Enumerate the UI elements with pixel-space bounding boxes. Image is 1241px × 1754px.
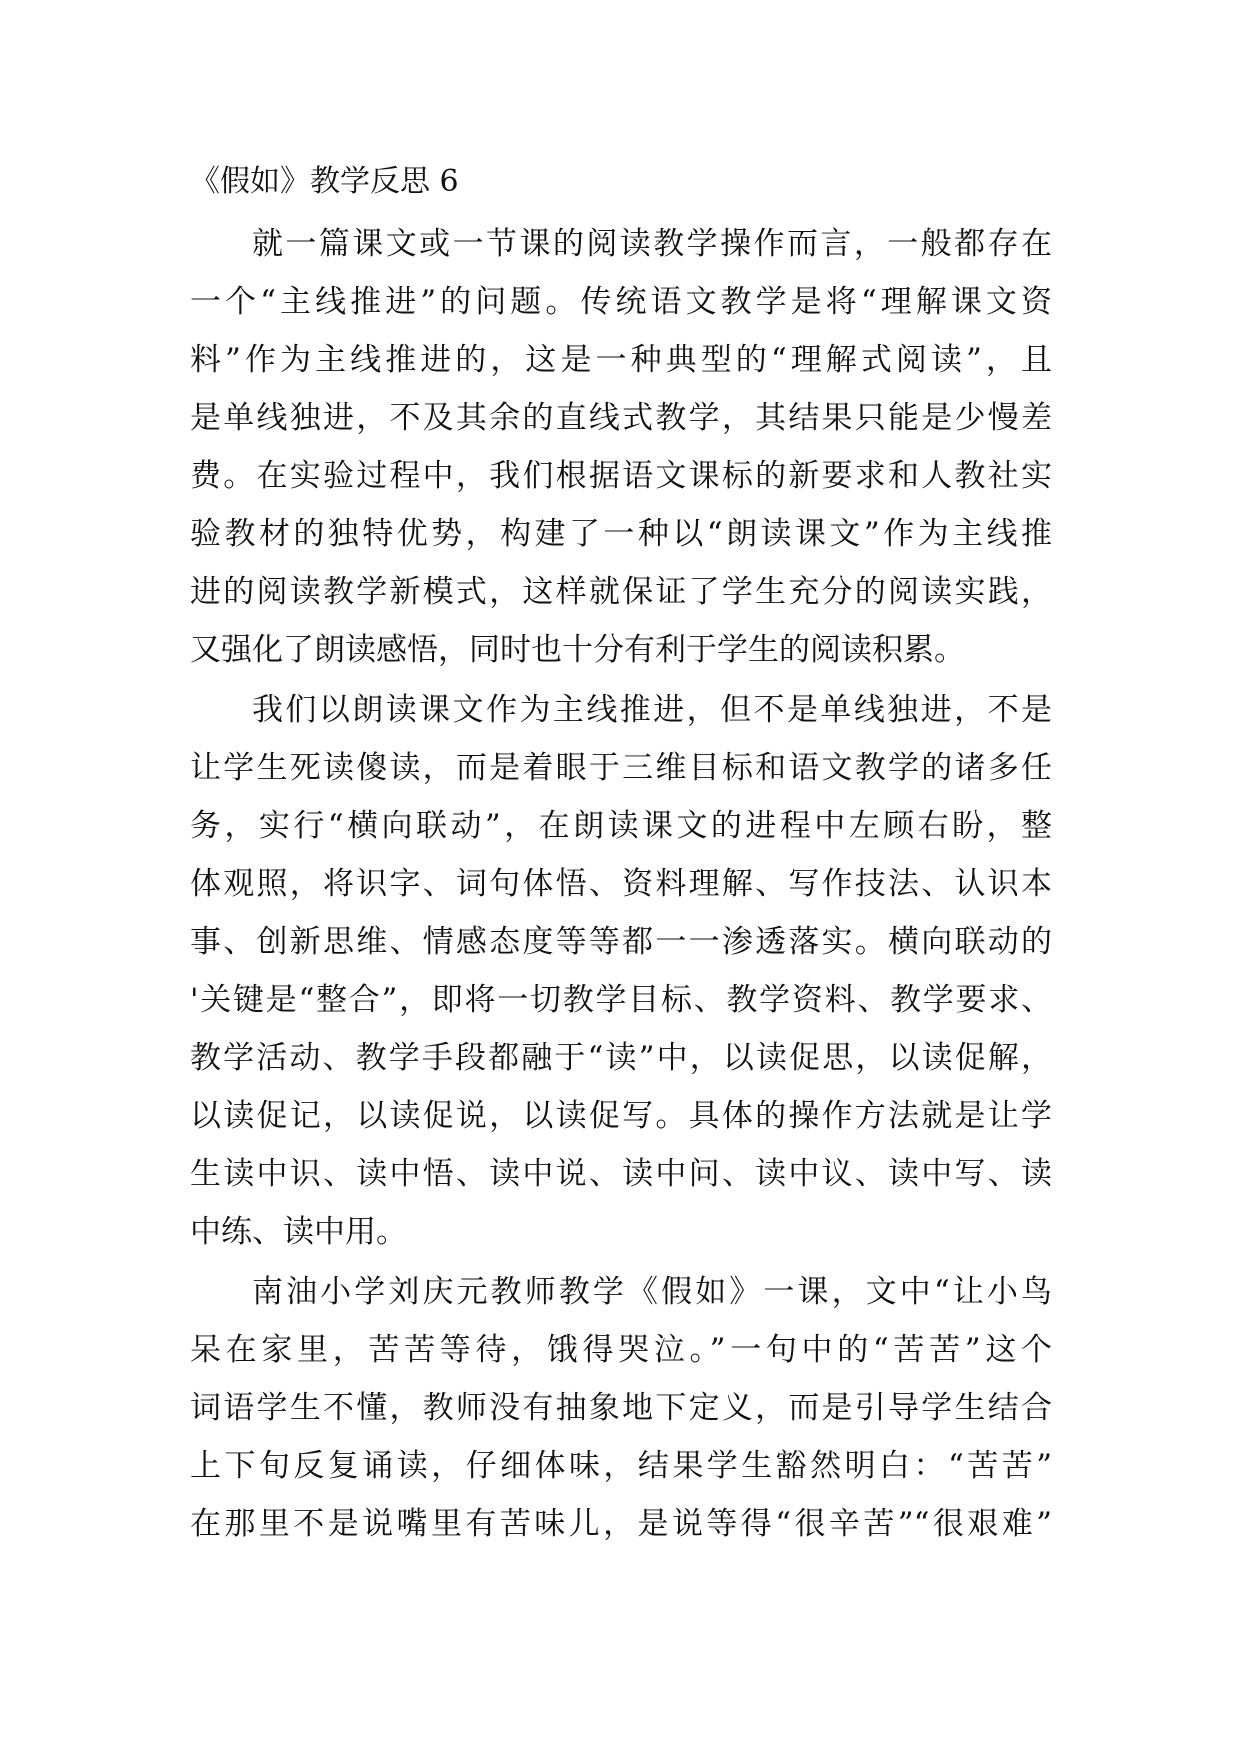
paragraph-1-line-8: 又强化了朗读感悟，同时也十分有利于学生的阅读积累。 <box>190 632 965 668</box>
paragraph-1-line-6: 验教材的独特优势，构建了一种以“朗读课文”作为主线推 <box>190 516 1052 552</box>
paragraph-3-line-2: 呆在家里，苦苦等待，饿得哭泣。”一句中的“苦苦”这个 <box>190 1332 1052 1368</box>
paragraph-2-line-10: 中练、读中用。 <box>190 1214 407 1250</box>
paragraph-2-line-5: 事、创新思维、情感态度等等都一一渗透落实。横向联动的 <box>190 924 1052 960</box>
paragraph-1-line-5: 费。在实验过程中，我们根据语文课标的新要求和人教社实 <box>190 458 1052 494</box>
paragraph-2-line-9: 生读中识、读中悟、读中说、读中问、读中议、读中写、读 <box>190 1156 1052 1192</box>
paragraph-2-line-7: 教学活动、教学手段都融于“读”中，以读促思，以读促解， <box>190 1040 1052 1076</box>
paragraph-1-line-2: 一个“主线推进”的问题。传统语文教学是将“理解课文资 <box>190 284 1052 320</box>
paragraph-2-line-1: 我们以朗读课文作为主线推进，但不是单线独进，不是 <box>252 692 1052 728</box>
paragraph-1-line-1: 就一篇课文或一节课的阅读教学操作而言，一般都存在 <box>252 226 1052 262</box>
document-title: 《假如》教学反思 6 <box>190 164 459 199</box>
paragraph-2-line-4: 体观照，将识字、词句体悟、资料理解、写作技法、认识本 <box>190 866 1052 902</box>
paragraph-1-line-3: 料”作为主线推进的，这是一种典型的“理解式阅读”，且 <box>190 342 1052 378</box>
paragraph-2-line-6: '关键是“整合”，即将一切教学目标、教学资料、教学要求、 <box>190 982 1052 1018</box>
paragraph-3-line-4: 上下旬反复诵读，仔细体味，结果学生豁然明白：“苦苦” <box>190 1448 1052 1484</box>
paragraph-3-line-3: 词语学生不懂，教师没有抽象地下定义，而是引导学生结合 <box>190 1390 1052 1426</box>
paragraph-1-line-4: 是单线独进，不及其余的直线式教学，其结果只能是少慢差 <box>190 400 1052 436</box>
paragraph-2-line-3: 务，实行“横向联动”，在朗读课文的进程中左顾右盼，整 <box>190 808 1052 844</box>
paragraph-3-line-1: 南油小学刘庆元教师教学《假如》一课，文中“让小鸟 <box>252 1274 1052 1310</box>
paragraph-3-line-5: 在那里不是说嘴里有苦味儿，是说等得“很辛苦”“很艰难” <box>190 1506 1052 1542</box>
paragraph-2-line-2: 让学生死读傻读，而是着眼于三维目标和语文教学的诸多任 <box>190 750 1052 786</box>
paragraph-2-line-8: 以读促记，以读促说，以读促写。具体的操作方法就是让学 <box>190 1098 1052 1134</box>
paragraph-1-line-7: 进的阅读教学新模式，这样就保证了学生充分的阅读实践， <box>190 574 1052 610</box>
